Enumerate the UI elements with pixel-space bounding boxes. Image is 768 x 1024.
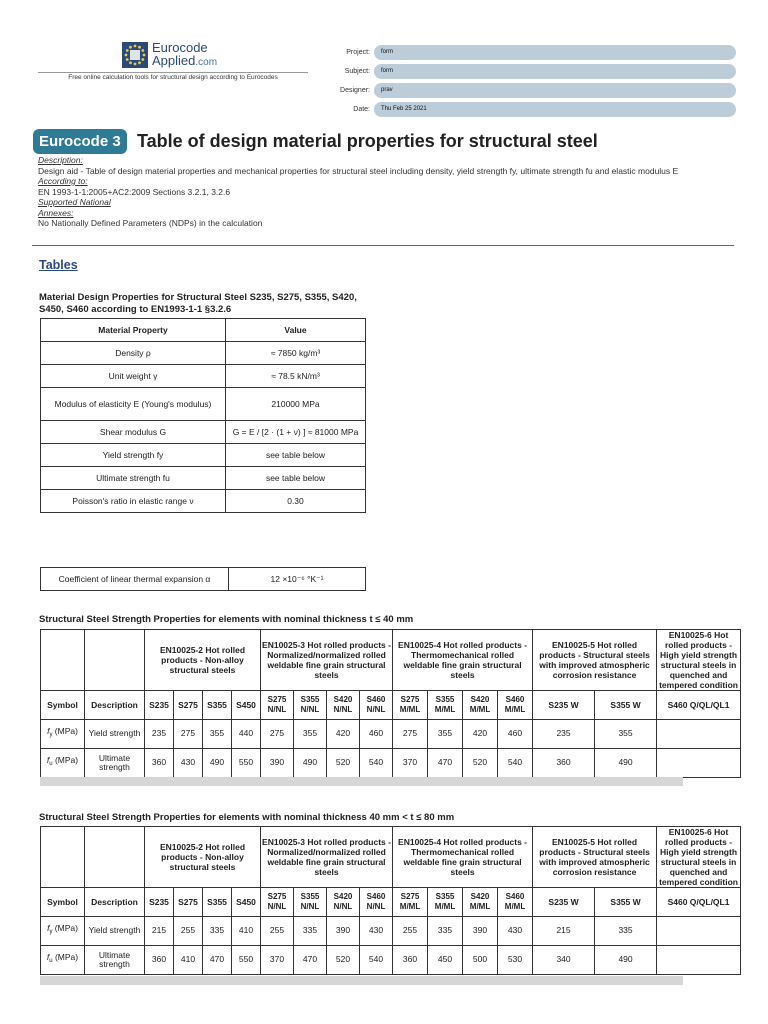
grade-header: S460 N/NL [360, 691, 393, 720]
value-cell: 355 [203, 720, 232, 749]
symbol-cell: $f_u$ (MPa) [41, 946, 85, 975]
divider [32, 245, 734, 246]
grade-header: S355 N/NL [294, 691, 327, 720]
value-cell: 460 [360, 720, 393, 749]
table-spacer [41, 513, 366, 516]
according-text: EN 1993-1-1:2005+AC2:2009 Sections 3.2.1, 3.2.6 [38, 186, 231, 197]
strength-table-2-caption: Structural Steel Strength Properties for elements with nominal thickness 40 mm < t ≤ 80 mm [39, 812, 455, 823]
value-cell: 520 [463, 749, 498, 778]
grade-header: S235 [145, 691, 174, 720]
grade-header: S355 M/ML [428, 888, 463, 917]
prop-cell: Shear modulus G [41, 421, 226, 444]
value-cell: 360 [533, 749, 595, 778]
value-cell: 390 [463, 917, 498, 946]
value-cell: 360 [393, 946, 428, 975]
description-heading: Description: [38, 155, 83, 165]
value-cell: 430 [498, 917, 533, 946]
table-row [41, 917, 741, 946]
logo-divider [38, 72, 308, 73]
group-header: EN10025-5 Hot rolled products - Structural steels with improved atmospheric corrosion resistance [533, 827, 657, 888]
grade-header: S420 M/ML [463, 888, 498, 917]
value-cell: 390 [261, 749, 294, 778]
value-cell: 335 [595, 917, 657, 946]
group-header: EN10025-2 Hot rolled products - Non-alloy structural steels [145, 630, 261, 691]
project-field[interactable]: form [374, 45, 736, 60]
grade-header: S235 W [533, 691, 595, 720]
value-cell: 430 [360, 917, 393, 946]
value-cell: 470 [294, 946, 327, 975]
value-cell: 410 [232, 917, 261, 946]
value-cell: 460 [498, 720, 533, 749]
corner-cell [41, 827, 85, 888]
grade-header: S420 N/NL [327, 888, 360, 917]
value-cell: 335 [294, 917, 327, 946]
group-header: EN10025-2 Hot rolled products - Non-alloy structural steels [145, 827, 261, 888]
strength-table-1 [40, 629, 741, 778]
designer-row [310, 83, 736, 99]
value-cell: 500 [463, 946, 498, 975]
value-cell: 410 [174, 946, 203, 975]
description-cell: Yield strength [85, 720, 145, 749]
table-row [41, 342, 366, 365]
value-cell: 490 [595, 749, 657, 778]
grade-header: S275 N/NL [261, 691, 294, 720]
value-cell: 335 [428, 917, 463, 946]
designer-label: Designer: [340, 87, 370, 94]
table-row [41, 720, 741, 749]
header-material-property: Material Property [41, 319, 226, 342]
symbol-cell: $f_y$ (MPa) [41, 720, 85, 749]
symbol-cell: $f_u$ (MPa) [41, 749, 85, 778]
value-cell: 275 [393, 720, 428, 749]
header-value: Value [226, 319, 366, 342]
value-cell: 550 [232, 946, 261, 975]
value-cell: 275 [261, 720, 294, 749]
corner-cell [85, 827, 145, 888]
description-cell: Ultimate strength [85, 946, 145, 975]
symbol-cell: $f_y$ (MPa) [41, 917, 85, 946]
value-cell: 440 [232, 720, 261, 749]
group-header: EN10025-6 Hot rolled products - High yield strength structural steels in quenched and tempered condition [657, 827, 741, 888]
value-cell: ≈ 7850 kg/m³ [226, 342, 366, 365]
grade-header: S275 [174, 888, 203, 917]
value-cell: 470 [428, 749, 463, 778]
grade-header: S355 M/ML [428, 691, 463, 720]
subject-label: Subject: [344, 68, 370, 75]
value-cell: 450 [428, 946, 463, 975]
table-row [41, 421, 366, 444]
value-cell: 370 [393, 749, 428, 778]
prop-cell: Yield strength fy [41, 444, 226, 467]
description-header: Description [85, 888, 145, 917]
group-header: EN10025-5 Hot rolled products - Structural steels with improved atmospheric corrosion resistance [533, 630, 657, 691]
grade-header: S460 Q/QL/QL1 [657, 691, 741, 720]
value-cell [657, 720, 741, 749]
prop-cell: Unit weight γ [41, 365, 226, 388]
subject-field[interactable]: form [374, 64, 736, 79]
description-cell: Yield strength [85, 917, 145, 946]
eurocode-badge: Eurocode 3 [33, 129, 127, 154]
strength-table-2-wrapper[interactable] [40, 826, 738, 976]
according-heading: According to: [38, 176, 88, 186]
description-cell: Ultimate strength [85, 749, 145, 778]
value-cell: 355 [428, 720, 463, 749]
supported-heading-1: Supported National [38, 197, 111, 207]
value-cell: 390 [327, 917, 360, 946]
table-row [41, 467, 366, 490]
grade-header: S355 [203, 888, 232, 917]
grade-header: S355 N/NL [294, 888, 327, 917]
prop-cell: Modulus of elasticity E (Young's modulus) [41, 388, 226, 421]
strength-table-1-wrapper[interactable] [40, 629, 738, 777]
grade-header: S460 Q/QL/QL1 [657, 888, 741, 917]
supported-text: No Nationally Defined Parameters (NDPs) in the calculation [38, 218, 263, 228]
group-header: EN10025-6 Hot rolled products - High yield strength structural steels in quenched and tempered condition [657, 630, 741, 691]
prop-cell: Ultimate strength fu [41, 467, 226, 490]
corner-cell [85, 630, 145, 691]
date-row [310, 102, 736, 118]
value-cell: 490 [203, 749, 232, 778]
description-block [38, 155, 738, 229]
value-cell: 420 [463, 720, 498, 749]
grade-header: S450 [232, 691, 261, 720]
grade-header: S355 [203, 691, 232, 720]
value-cell: 550 [232, 749, 261, 778]
thermal-expansion-table [40, 567, 366, 591]
tables-heading: Tables [39, 258, 78, 272]
grade-header: S275 [174, 691, 203, 720]
horizontal-scrollbar[interactable] [40, 777, 683, 786]
grade-header: S460 M/ML [498, 888, 533, 917]
value-cell [657, 749, 741, 778]
value-cell: 430 [174, 749, 203, 778]
value-cell: 355 [595, 720, 657, 749]
table-row [41, 444, 366, 467]
prop-cell: Density ρ [41, 342, 226, 365]
value-cell: 0.30 [226, 490, 366, 513]
table-row [41, 388, 366, 421]
prop-cell: Coefficient of linear thermal expansion α [41, 568, 229, 591]
date-field[interactable]: Thu Feb 25 2021 [374, 102, 736, 117]
value-cell: 490 [595, 946, 657, 975]
value-cell: 355 [294, 720, 327, 749]
table-row [41, 946, 741, 975]
eu-stars-icon [122, 42, 148, 68]
page-title: Table of design material properties for structural steel [137, 131, 598, 151]
symbol-header: Symbol [41, 691, 85, 720]
symbol-header: Symbol [41, 888, 85, 917]
value-cell: 520 [327, 946, 360, 975]
table-row [41, 568, 366, 591]
logo-suffix: .com [195, 57, 218, 68]
logo-line2: Applied [152, 53, 196, 68]
grade-header: S275 M/ML [393, 691, 428, 720]
value-cell: see table below [226, 467, 366, 490]
value-cell: 215 [533, 917, 595, 946]
value-cell: 235 [533, 720, 595, 749]
value-cell: 530 [498, 946, 533, 975]
value-cell: 360 [145, 749, 174, 778]
value-cell: 540 [498, 749, 533, 778]
table-row [41, 365, 366, 388]
value-cell [657, 946, 741, 975]
grade-header: S460 N/NL [360, 888, 393, 917]
group-header: EN10025-3 Hot rolled products - Normalized/normalized rolled weldable fine grain structural steels [261, 630, 393, 691]
table-row [41, 490, 366, 513]
site-logo[interactable] [122, 40, 272, 70]
project-label: Project: [346, 49, 370, 56]
material-properties-table [40, 318, 366, 515]
value-cell: 420 [327, 720, 360, 749]
value-cell: 370 [261, 946, 294, 975]
value-cell: 255 [261, 917, 294, 946]
grade-header: S450 [232, 888, 261, 917]
value-cell: see table below [226, 444, 366, 467]
description-text: Design aid - Table of design material properties and mechanical properties for structural steel including density, yield strength fy, ultimate strength fu and elastic modulus E [38, 165, 679, 176]
group-header: EN10025-4 Hot rolled products - Thermomechanical rolled weldable fine grain structural steels [393, 630, 533, 691]
value-cell: 520 [327, 749, 360, 778]
date-label: Date: [353, 106, 370, 113]
designer-field[interactable]: prav [374, 83, 736, 98]
value-cell: ≈ 78.5 kN/m³ [226, 365, 366, 388]
corner-cell [41, 630, 85, 691]
grade-header: S355 W [595, 691, 657, 720]
description-header: Description [85, 691, 145, 720]
grade-header: S275 N/NL [261, 888, 294, 917]
grade-header: S420 M/ML [463, 691, 498, 720]
strength-table-1-caption: Structural Steel Strength Properties for elements with nominal thickness t ≤ 40 mm [39, 614, 414, 625]
value-cell: 275 [174, 720, 203, 749]
subject-row [310, 64, 736, 80]
value-cell: 540 [360, 749, 393, 778]
prop-cell: Poisson's ratio in elastic range ν [41, 490, 226, 513]
value-cell: 235 [145, 720, 174, 749]
grade-header: S275 M/ML [393, 888, 428, 917]
table-row [41, 749, 741, 778]
value-cell: 255 [393, 917, 428, 946]
grade-header: S460 M/ML [498, 691, 533, 720]
tagline: Free online calculation tools for structural design according to Eurocodes [68, 74, 278, 81]
value-cell: 470 [203, 946, 232, 975]
value-cell: 12 ×10⁻⁶ °K⁻¹ [229, 568, 366, 591]
logo-line1: Eurocode [152, 40, 208, 55]
value-cell: 490 [294, 749, 327, 778]
grade-header: S355 W [595, 888, 657, 917]
value-cell: 255 [174, 917, 203, 946]
project-row [310, 45, 736, 61]
grade-header: S420 N/NL [327, 691, 360, 720]
strength-table-2 [40, 826, 741, 975]
value-cell: 540 [360, 946, 393, 975]
supported-heading-2: Annexes: [38, 207, 74, 218]
value-cell: 215 [145, 917, 174, 946]
grade-header: S235 W [533, 888, 595, 917]
grade-header: S235 [145, 888, 174, 917]
table1-caption: Material Design Properties for Structural Steel S235, S275, S355, S420, S450, S460 according to EN1993-1-1 §3.2.6 [39, 292, 357, 315]
value-cell: 335 [203, 917, 232, 946]
horizontal-scrollbar[interactable] [40, 976, 683, 985]
value-cell: 360 [145, 946, 174, 975]
group-header: EN10025-3 Hot rolled products - Normalized/normalized rolled weldable fine grain structural steels [261, 827, 393, 888]
group-header: EN10025-4 Hot rolled products - Thermomechanical rolled weldable fine grain structural steels [393, 827, 533, 888]
value-cell: 210000 MPa [226, 388, 366, 421]
value-cell: G = E / [2 · (1 + ν) ] ≈ 81000 MPa [226, 421, 366, 444]
value-cell [657, 917, 741, 946]
value-cell: 340 [533, 946, 595, 975]
